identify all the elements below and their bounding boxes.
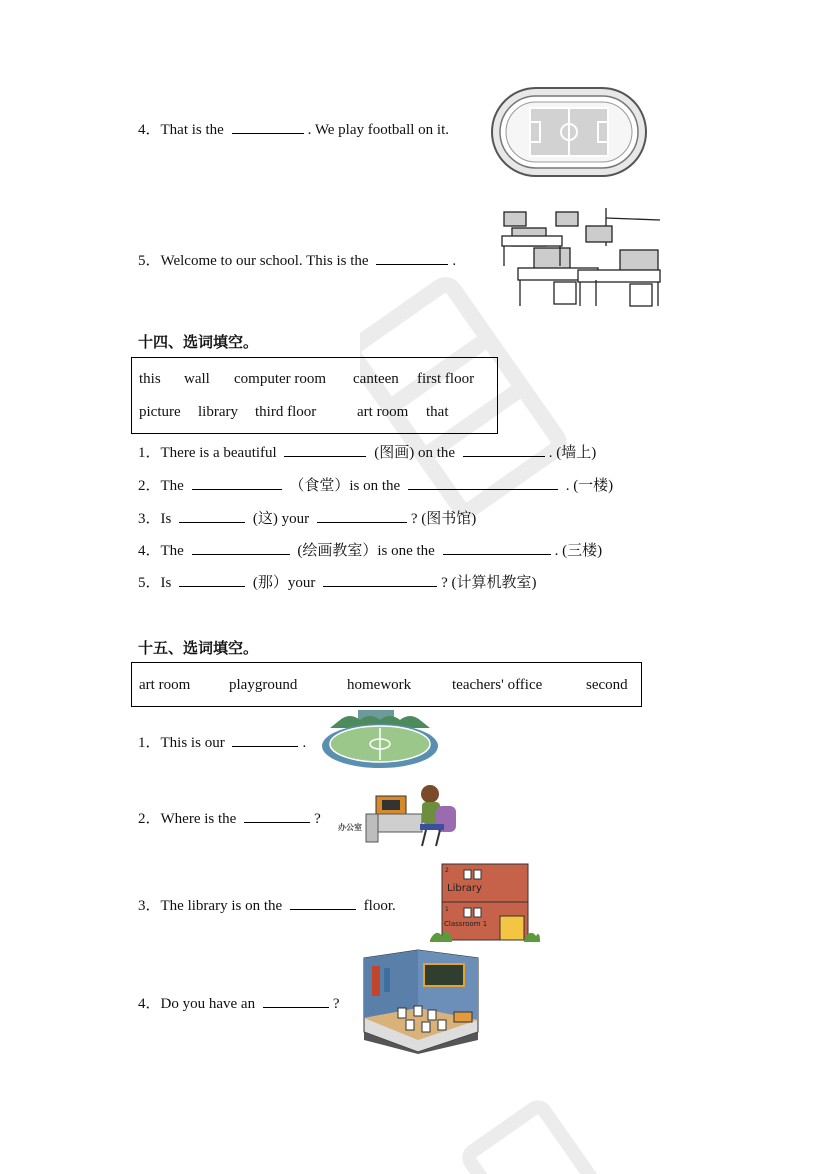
question-3: 3．The library is on the floor. [138, 895, 396, 915]
answer-blank[interactable] [443, 540, 551, 555]
section-heading: 十四、选词填空。 [138, 333, 259, 351]
office-sign-label: 办公室 [338, 823, 362, 832]
word-option: art room [357, 404, 409, 420]
word-option: homework [347, 677, 412, 693]
answer-blank[interactable] [232, 119, 304, 134]
sports-field-image [490, 86, 648, 178]
question-2: 2．Where is the ? [138, 808, 321, 828]
question-4: 4．That is the . We play football on it. [138, 119, 449, 139]
office-illustration [336, 778, 460, 852]
word-option: art room [139, 677, 191, 693]
answer-blank[interactable] [244, 808, 310, 823]
word-bank [131, 357, 498, 434]
question-1: 1．There is a beautiful (图画) on the . (墙上) [138, 442, 596, 462]
answer-blank[interactable] [317, 508, 407, 523]
question-3: 3．Is (这) your ? (图书馆) [138, 508, 476, 528]
answer-blank[interactable] [284, 442, 366, 457]
floor-number: 2 [445, 867, 449, 874]
computer-room-image [498, 206, 662, 310]
question-5: 5．Welcome to our school. This is the . [138, 250, 456, 270]
building-illustration [430, 862, 540, 942]
answer-blank[interactable] [192, 540, 290, 555]
school-building-image [430, 862, 540, 942]
word-option: playground [229, 677, 298, 693]
word-option: picture [139, 404, 181, 420]
question-2: 2．The （食堂）is on the . (一楼) [138, 475, 613, 495]
question-4: 4．The (绘画教室）is one the . (三楼) [138, 540, 602, 560]
answer-blank[interactable] [179, 572, 245, 587]
section-heading: 十五、选词填空。 [138, 639, 259, 657]
word-option: teachers' office [452, 677, 543, 693]
answer-blank[interactable] [323, 572, 437, 587]
answer-blank[interactable] [179, 508, 245, 523]
answer-blank[interactable] [376, 250, 448, 265]
word-option: that [426, 404, 449, 420]
answer-blank[interactable] [463, 442, 545, 457]
floor-number: 1 [445, 906, 449, 913]
watermark-logo [450, 1100, 610, 1174]
word-option: first floor [417, 371, 475, 387]
word-option: wall [184, 371, 210, 387]
art-room-image [358, 948, 480, 1054]
word-option: canteen [353, 371, 399, 387]
answer-blank[interactable] [290, 895, 356, 910]
word-option: computer room [234, 371, 327, 387]
teachers-office-image [336, 778, 460, 852]
word-option: second [586, 677, 628, 693]
classroom-sign: Classroom 1 [444, 920, 488, 928]
answer-blank[interactable] [192, 475, 282, 490]
word-option: this [139, 371, 161, 387]
word-option: third floor [255, 404, 317, 420]
answer-blank[interactable] [263, 993, 329, 1008]
question-5: 5．Is (那）your ? (计算机教室) [138, 572, 537, 592]
library-sign: Library [447, 883, 482, 894]
word-option: library [198, 404, 238, 420]
answer-blank[interactable] [408, 475, 558, 490]
question-4: 4．Do you have an ? [138, 993, 340, 1013]
answer-blank[interactable] [232, 732, 298, 747]
question-1: 1．This is our . [138, 732, 306, 752]
word-bank [131, 662, 642, 707]
playground-image [320, 708, 440, 770]
